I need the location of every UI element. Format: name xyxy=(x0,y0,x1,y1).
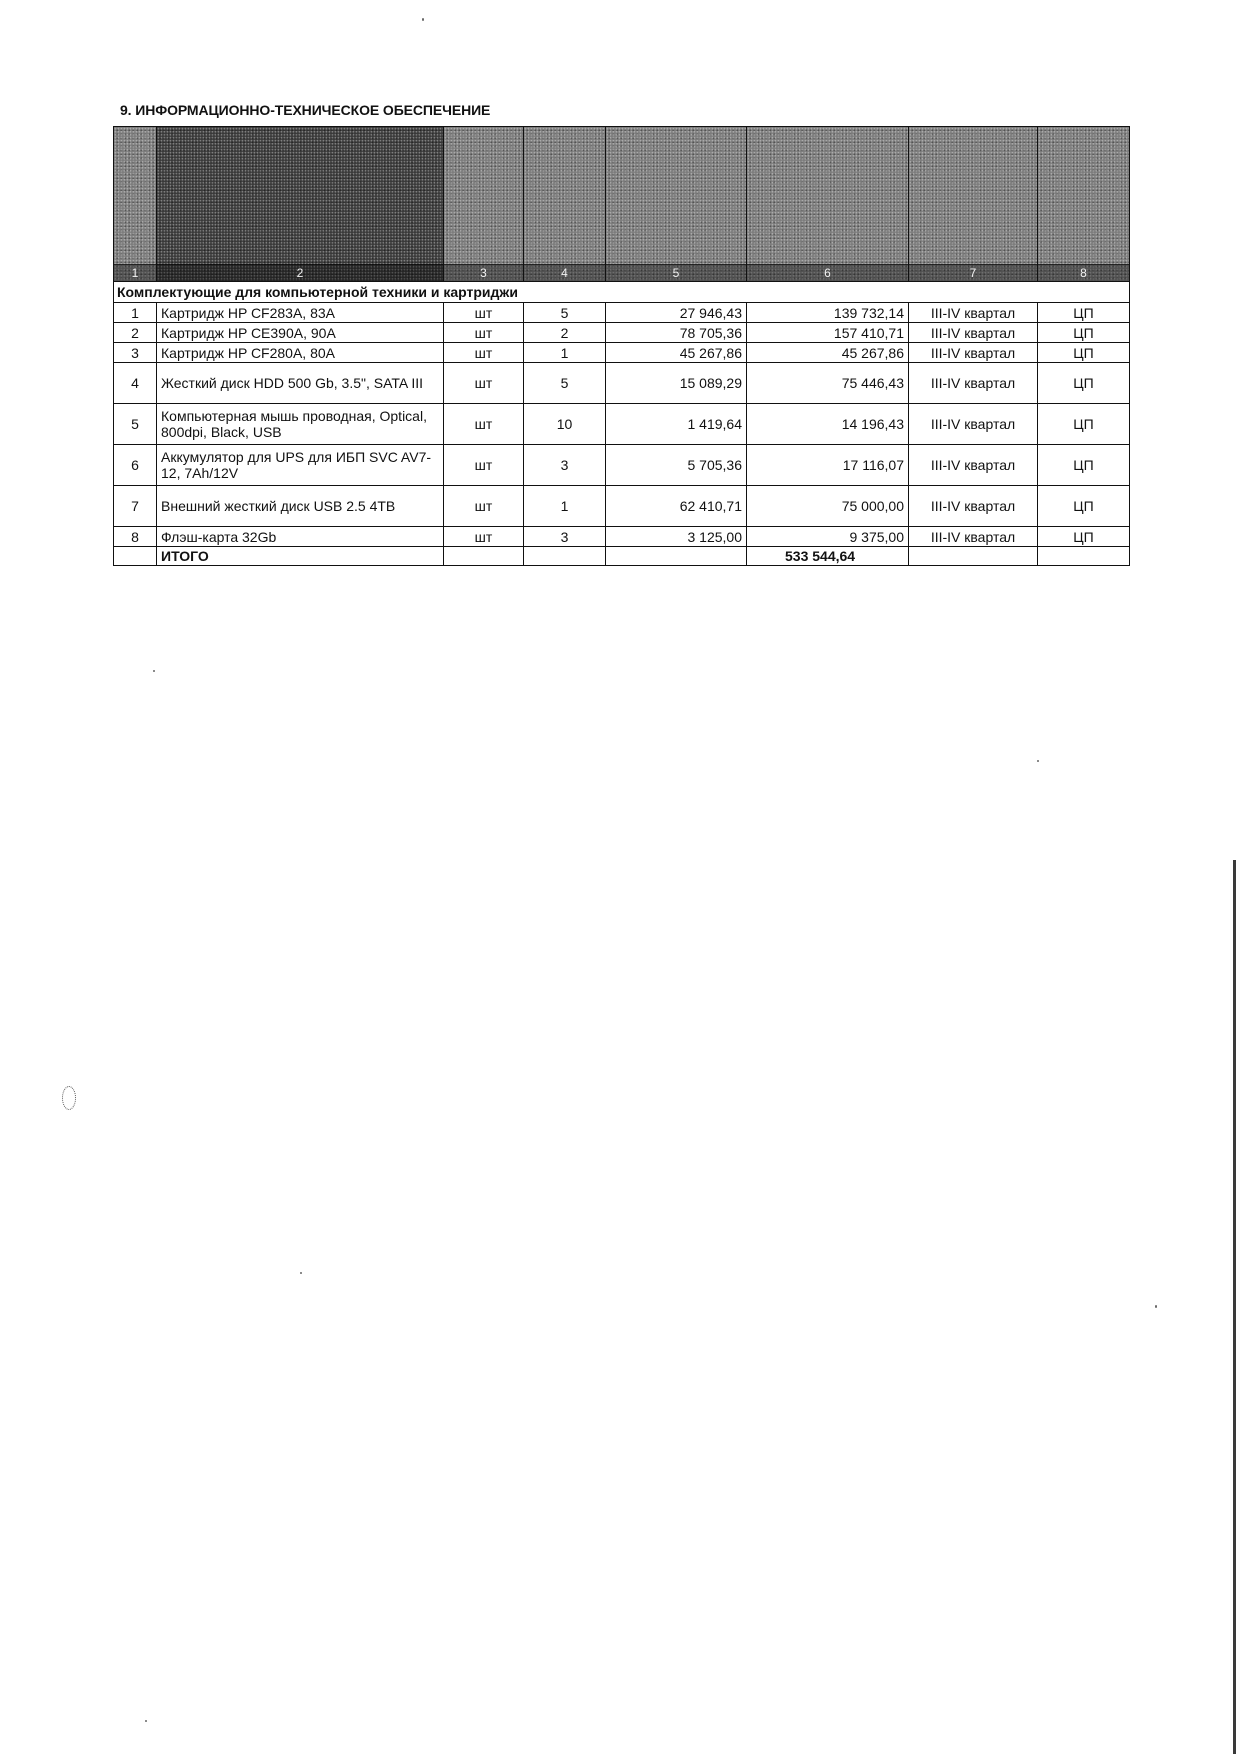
header-cell xyxy=(747,127,909,282)
table-row xyxy=(114,363,1130,404)
item-quantity: 1 xyxy=(524,486,606,527)
item-max-price: 139 732,14 xyxy=(747,303,909,323)
item-unit: шт xyxy=(444,303,524,323)
item-quantity: 3 xyxy=(524,527,606,547)
item-quantity: 2 xyxy=(524,323,606,343)
table-row xyxy=(114,303,1130,323)
item-max-price: 14 196,43 xyxy=(747,404,909,445)
item-method: ЦП xyxy=(1038,343,1130,363)
item-period: III-IV квартал xyxy=(909,363,1038,404)
item-unit: шт xyxy=(444,527,524,547)
total-row xyxy=(114,547,1130,566)
item-unit-price: 15 089,29 xyxy=(606,363,747,404)
item-unit: шт xyxy=(444,363,524,404)
header-cell xyxy=(1038,127,1130,282)
table-row xyxy=(114,343,1130,363)
item-name: Флэш-карта 32Gb xyxy=(157,527,444,547)
item-method: ЦП xyxy=(1038,527,1130,547)
item-method: ЦП xyxy=(1038,323,1130,343)
total-label: ИТОГО xyxy=(157,547,444,566)
header-cell xyxy=(909,127,1038,282)
table-row xyxy=(114,404,1130,445)
item-unit: шт xyxy=(444,343,524,363)
item-unit: шт xyxy=(444,323,524,343)
header-cell xyxy=(157,127,444,282)
item-period: III-IV квартал xyxy=(909,445,1038,486)
header-cell xyxy=(444,127,524,282)
item-unit-price: 62 410,71 xyxy=(606,486,747,527)
table-header-row xyxy=(114,127,1130,282)
item-unit-price: 3 125,00 xyxy=(606,527,747,547)
item-method: ЦП xyxy=(1038,303,1130,323)
scan-speck xyxy=(153,670,155,672)
item-method: ЦП xyxy=(1038,363,1130,404)
column-number: 6 xyxy=(747,264,908,281)
header-cell xyxy=(524,127,606,282)
table-row xyxy=(114,445,1130,486)
row-number: 1 xyxy=(114,303,157,323)
total-empty-cell xyxy=(524,547,606,566)
row-number: 8 xyxy=(114,527,157,547)
scan-edge-mark xyxy=(1233,860,1236,1754)
column-number: 5 xyxy=(606,264,746,281)
item-quantity: 5 xyxy=(524,363,606,404)
scan-speck xyxy=(1037,760,1039,762)
item-period: III-IV квартал xyxy=(909,404,1038,445)
total-empty-cell xyxy=(114,547,157,566)
column-number: 1 xyxy=(114,264,156,281)
item-unit-price: 27 946,43 xyxy=(606,303,747,323)
section-row xyxy=(114,282,1130,303)
item-quantity: 3 xyxy=(524,445,606,486)
scan-speck xyxy=(422,18,424,21)
item-method: ЦП xyxy=(1038,486,1130,527)
item-unit-price: 78 705,36 xyxy=(606,323,747,343)
item-unit-price: 1 419,64 xyxy=(606,404,747,445)
item-name: Аккумулятор для UPS для ИБП SVC AV7-12, 7Ah/12V xyxy=(157,445,444,486)
total-empty-cell xyxy=(444,547,524,566)
total-empty-cell xyxy=(909,547,1038,566)
item-max-price: 157 410,71 xyxy=(747,323,909,343)
table-row xyxy=(114,486,1130,527)
item-name: Внешний жесткий диск USB 2.5 4TB xyxy=(157,486,444,527)
item-quantity: 10 xyxy=(524,404,606,445)
row-number: 2 xyxy=(114,323,157,343)
item-quantity: 1 xyxy=(524,343,606,363)
item-quantity: 5 xyxy=(524,303,606,323)
row-number: 4 xyxy=(114,363,157,404)
column-number: 3 xyxy=(444,264,523,281)
scan-smudge xyxy=(62,1086,76,1110)
header-cell xyxy=(606,127,747,282)
item-period: III-IV квартал xyxy=(909,323,1038,343)
row-number: 3 xyxy=(114,343,157,363)
header-cell xyxy=(114,127,157,282)
item-max-price: 9 375,00 xyxy=(747,527,909,547)
item-period: III-IV квартал xyxy=(909,486,1038,527)
item-method: ЦП xyxy=(1038,445,1130,486)
item-name: Жесткий диск HDD 500 Gb, 3.5", SATA III xyxy=(157,363,444,404)
item-period: III-IV квартал xyxy=(909,527,1038,547)
item-max-price: 75 000,00 xyxy=(747,486,909,527)
total-empty-cell xyxy=(606,547,747,566)
scan-speck xyxy=(300,1272,302,1274)
item-unit: шт xyxy=(444,445,524,486)
section-title: Комплектующие для компьютерной техники и картриджи xyxy=(114,282,1130,303)
scan-speck xyxy=(1155,1305,1157,1308)
column-number: 2 xyxy=(157,264,443,281)
row-number: 7 xyxy=(114,486,157,527)
procurement-table xyxy=(113,126,1130,566)
item-max-price: 45 267,86 xyxy=(747,343,909,363)
item-name: Картридж HP CF280A, 80A xyxy=(157,343,444,363)
table-row xyxy=(114,527,1130,547)
table-row xyxy=(114,323,1130,343)
column-number: 4 xyxy=(524,264,605,281)
item-name: Компьютерная мышь проводная, Optical, 800dpi, Black, USB xyxy=(157,404,444,445)
item-unit: шт xyxy=(444,486,524,527)
total-empty-cell xyxy=(1038,547,1130,566)
scan-speck xyxy=(145,1720,147,1722)
row-number: 6 xyxy=(114,445,157,486)
total-value: 533 544,64 xyxy=(747,547,909,566)
item-name: Картридж HP CF283A, 83A xyxy=(157,303,444,323)
column-number: 8 xyxy=(1038,264,1129,281)
row-number: 5 xyxy=(114,404,157,445)
item-unit-price: 45 267,86 xyxy=(606,343,747,363)
item-method: ЦП xyxy=(1038,404,1130,445)
item-unit-price: 5 705,36 xyxy=(606,445,747,486)
item-period: III-IV квартал xyxy=(909,343,1038,363)
item-name: Картридж HP CE390A, 90A xyxy=(157,323,444,343)
item-max-price: 17 116,07 xyxy=(747,445,909,486)
document-title: 9. ИНФОРМАЦИОННО-ТЕХНИЧЕСКОЕ ОБЕСПЕЧЕНИЕ xyxy=(120,102,491,118)
item-period: III-IV квартал xyxy=(909,303,1038,323)
item-unit: шт xyxy=(444,404,524,445)
item-max-price: 75 446,43 xyxy=(747,363,909,404)
column-number: 7 xyxy=(909,264,1037,281)
